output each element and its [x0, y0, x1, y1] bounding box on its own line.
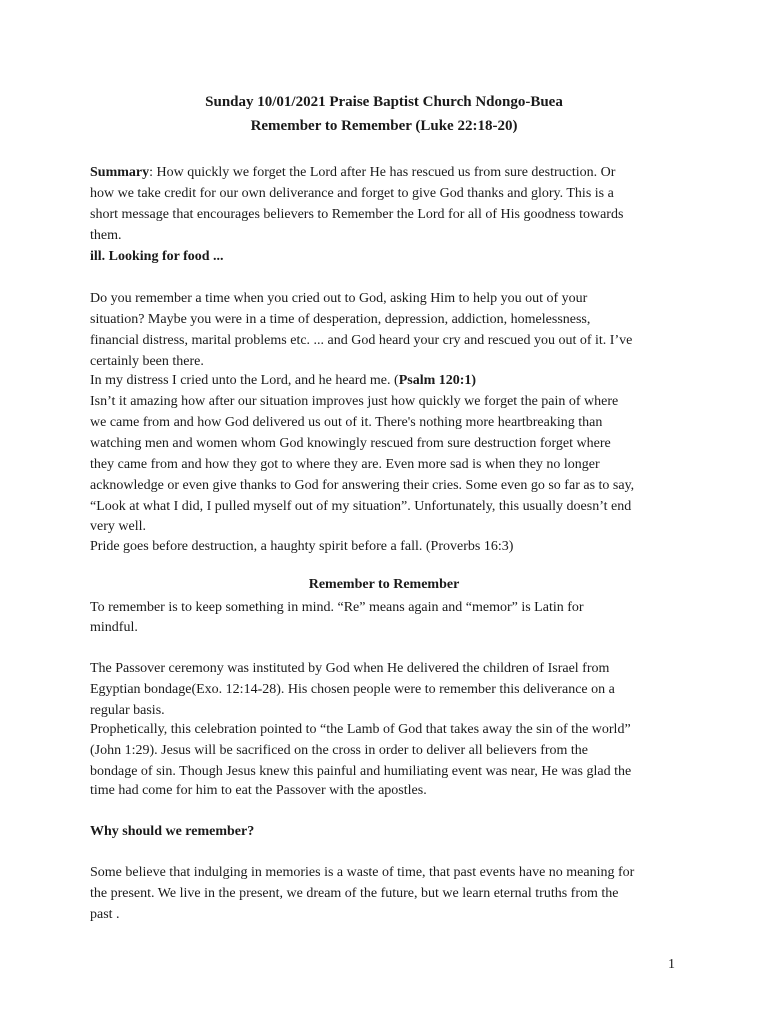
paragraph-line: Egyptian bondage(Exo. 12:14-28). His chosen people were to remember this deliverance on a: [90, 682, 615, 697]
section-heading: Why should we remember?: [90, 824, 255, 839]
paragraph-line: regular basis.: [90, 703, 165, 718]
paragraph-line: past .: [90, 907, 120, 922]
summary-label: Summary: [90, 165, 150, 180]
section-heading: Remember to Remember: [308, 577, 460, 592]
paragraph-line: bondage of sin. Though Jesus knew this painful and humiliating event was near, He was glad the: [90, 764, 632, 779]
paragraph-line: Prophetically, this celebration pointed to “the Lamb of God that takes away the sin of the world”: [90, 722, 631, 737]
paragraph-line: we came from and how God delivered us out of it. There's nothing more heartbreaking than: [90, 415, 603, 430]
paragraph-line: situation? Maybe you were in a time of desperation, depression, addiction, homelessness,: [90, 312, 591, 327]
summary-line: how we take credit for our own deliverance and forget to give God thanks and glory. This is a: [90, 186, 614, 201]
summary-line: them.: [90, 228, 122, 243]
paragraph-line: certainly been there.: [90, 354, 204, 369]
paragraph-line: To remember is to keep something in mind. “Re” means again and “memor” is Latin for: [90, 600, 584, 615]
page-number: 1: [668, 957, 675, 972]
paragraph-line: (John 1:29). Jesus will be sacrificed on the cross in order to deliver all believers from the: [90, 743, 589, 758]
paragraph-line: acknowledge or even give thanks to God for answering their cries. Some even go so far as to say,: [90, 478, 635, 493]
illustration-note: ill. Looking for food ...: [90, 249, 224, 264]
summary-text: : How quickly we forget the Lord after He has rescued us from sure destruction. Or: [149, 165, 616, 180]
paragraph-line: The Passover ceremony was instituted by God when He delivered the children of Israel from: [90, 661, 610, 676]
paragraph-line: watching men and women whom God knowingly rescued from sure destruction forget where: [90, 436, 611, 451]
paragraph-line: Isn’t it amazing how after our situation improves just how quickly we forget the pain of where: [90, 394, 619, 409]
paragraph-line: very well.: [90, 519, 146, 534]
paragraph-line: Some believe that indulging in memories is a waste of time, that past events have no meaning for: [90, 865, 635, 880]
scripture-reference: Psalm 120:1): [398, 373, 477, 388]
paragraph-line: financial distress, marital problems etc. ... and God heard your cry and rescued you out of it. I’ve: [90, 333, 633, 348]
scripture-quote: Pride goes before destruction, a haughty spirit before a fall. (Proverbs 16:3): [90, 539, 514, 554]
paragraph-line: “Look at what I did, I pulled myself out of my situation”. Unfortunately, this usually doesn’t end: [90, 499, 632, 514]
sermon-title: Remember to Remember (Luke 22:18-20): [250, 118, 518, 134]
summary-line: [90, 163, 615, 183]
sermon-title-date-church: Sunday 10/01/2021 Praise Baptist Church Ndongo-Buea: [205, 94, 563, 110]
paragraph-line: they came from and how they got to where they are. Even more sad is when they no longer: [90, 457, 600, 472]
paragraph-line: time had come for him to eat the Passover with the apostles.: [90, 783, 427, 798]
summary-line: short message that encourages believers to Remember the Lord for all of His goodness towards: [90, 207, 624, 222]
paragraph-line: Do you remember a time when you cried out to God, asking Him to help you out of your: [90, 291, 588, 306]
paragraph-line: mindful.: [90, 620, 138, 635]
paragraph-line: the present. We live in the present, we dream of the future, but we learn eternal truths from the: [90, 886, 619, 901]
scripture-quote: In my distress I cried unto the Lord, and he heard me. (Psalm 120:1): [90, 373, 477, 388]
